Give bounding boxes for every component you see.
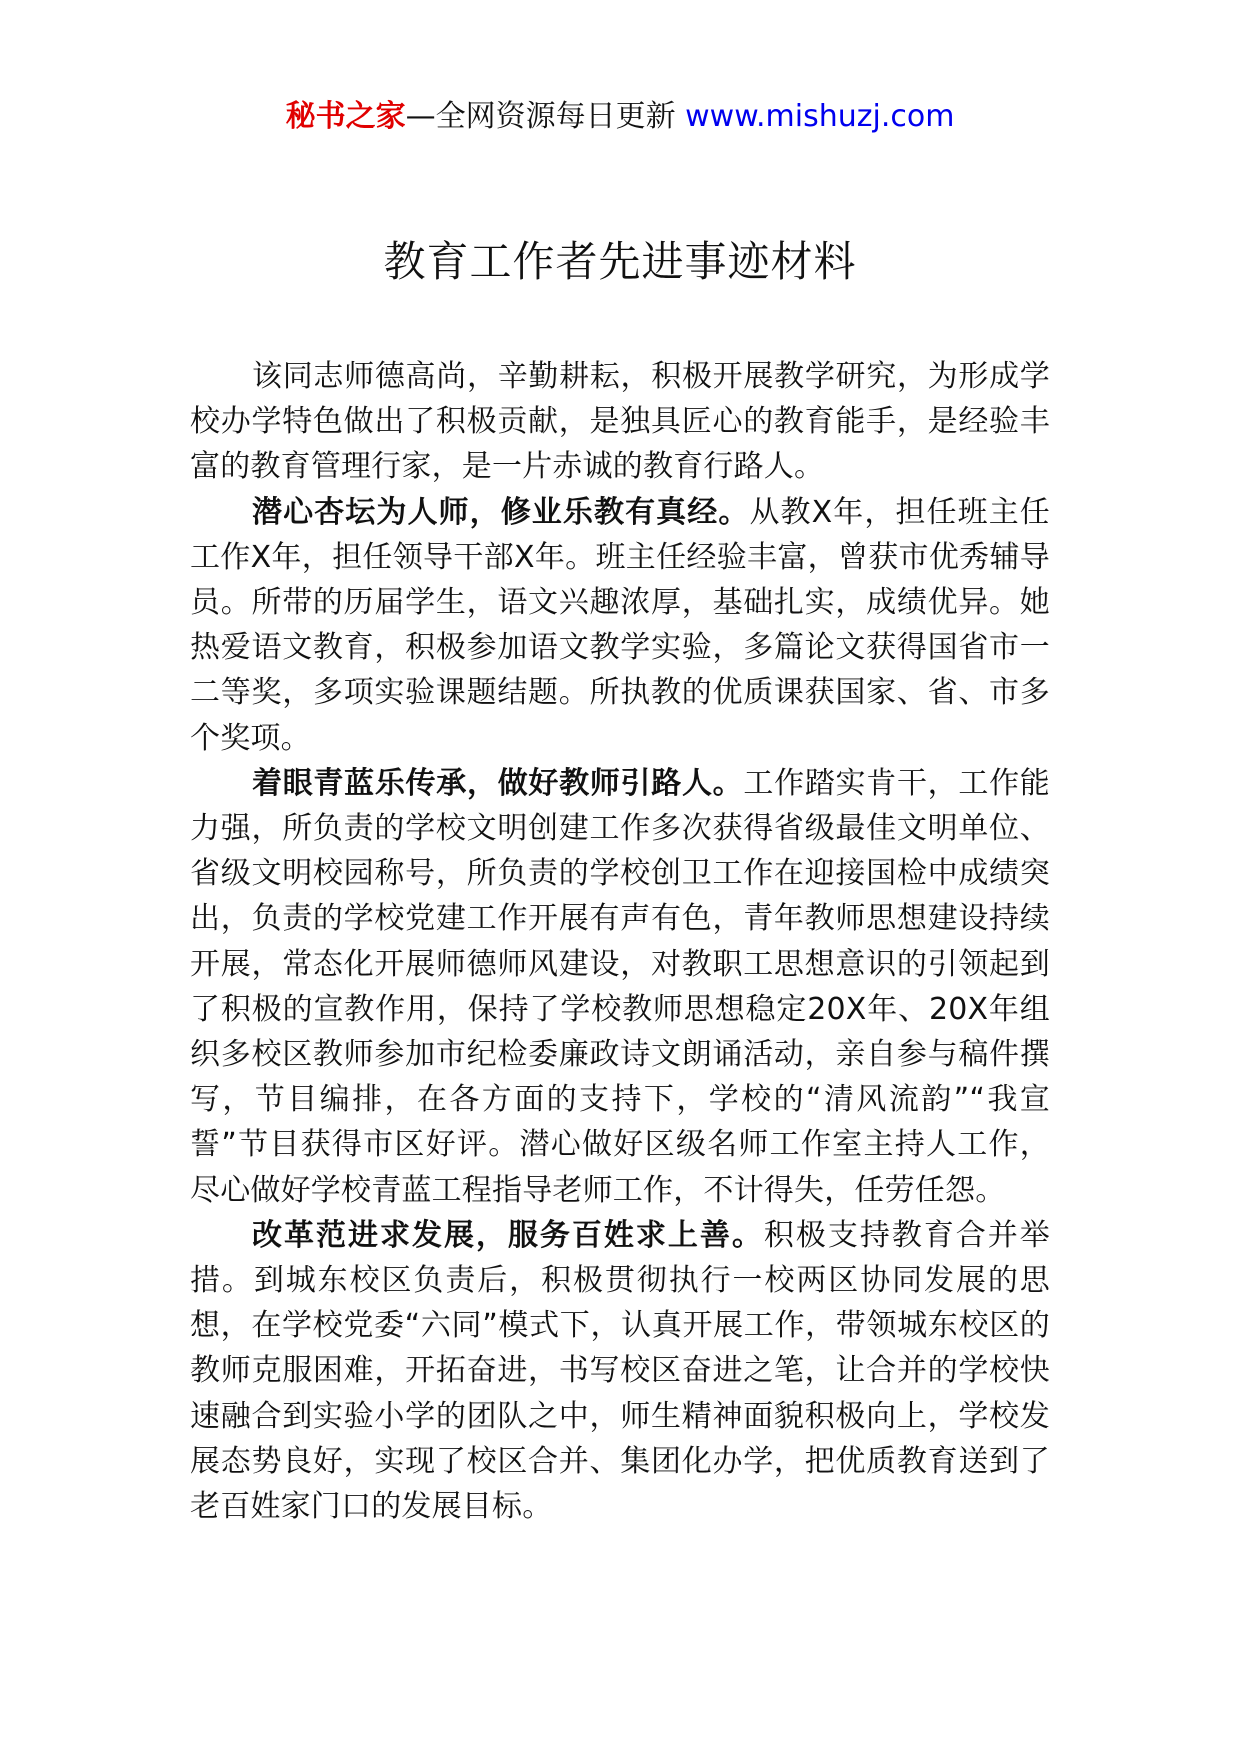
paragraph-mentoring [190,761,1050,1213]
header-tagline: —全网资源每日更新 [405,99,686,134]
brand-name: 秘书之家 [285,99,406,134]
paragraph-text: 积极支持教育合并举措。到城东校区负责后，积极贯彻执行一校两区协同发展的思想，在学校党委“六同”模式下，认真开展工作，带领城东校区的教师克服困难，开拓奋进，书写校区奋进之笔，让合并的学校快速融合到实验小学的团队之中，师生精神面貌积极向上，学校发展态势良好，实现了校区合并、集团化办学，把优质教育送到了老百姓家门口的发展目标。 [190,1217,1050,1525]
paragraph-text: 该同志师德高尚，辛勤耕耘，积极开展教学研究，为形成学校办学特色做出了积极贡献，是独具匠心的教育能手，是经验丰富的教育管理行家，是一片赤诚的教育行路人。 [190,359,1050,485]
paragraph-lead: 改革范进求发展，服务百姓求上善。 [252,1217,764,1253]
paragraph-reform [190,1213,1050,1529]
site-header [0,96,1240,138]
paragraph-lead: 着眼青蓝乐传承，做好教师引路人。 [252,765,744,801]
paragraph-intro [190,354,1050,490]
paragraph-lead: 潜心杏坛为人师，修业乐教有真经。 [252,494,750,530]
paragraph-text: 工作踏实肯干，工作能力强，所负责的学校文明创建工作多次获得省级最佳文明单位、省级文明校园称号，所负责的学校创卫工作在迎接国检中成绩突出，负责的学校党建工作开展有声有色，青年教师思想建设持续开展，常态化开展师德师风建设，对教职工思想意识的引领起到了积极的宣教作用，保持了学校教师思想稳定20X年、20X年组织多校区教师参加市纪检委廉政诗文朗诵活动，亲自参与稿件撰写，节目编排，在各方面的支持下，学校的“清风流韵”“我宣誓”节目获得市区好评。潜心做好区级名师工作室主持人工作，尽心做好学校青蓝工程指导老师工作，不计得失，任劳任怨。 [190,765,1050,1208]
paragraph-text: 从教X年，担任班主任工作X年，担任领导干部X年。班主任经验丰富，曾获市优秀辅导员。所带的历届学生，语文兴趣浓厚，基础扎实，成绩优异。她热爱语文教育，积极参加语文教学实验，多篇论文获得国省市一二等奖，多项实验课题结题。所执教的优质课获国家、省、市多个奖项。 [190,494,1050,756]
paragraph-teaching [190,490,1050,761]
document-body [190,354,1050,1529]
document-title: 教育工作者先进事迹材料 [383,237,857,286]
site-url-link[interactable]: www.mishuzj.com [685,99,955,134]
